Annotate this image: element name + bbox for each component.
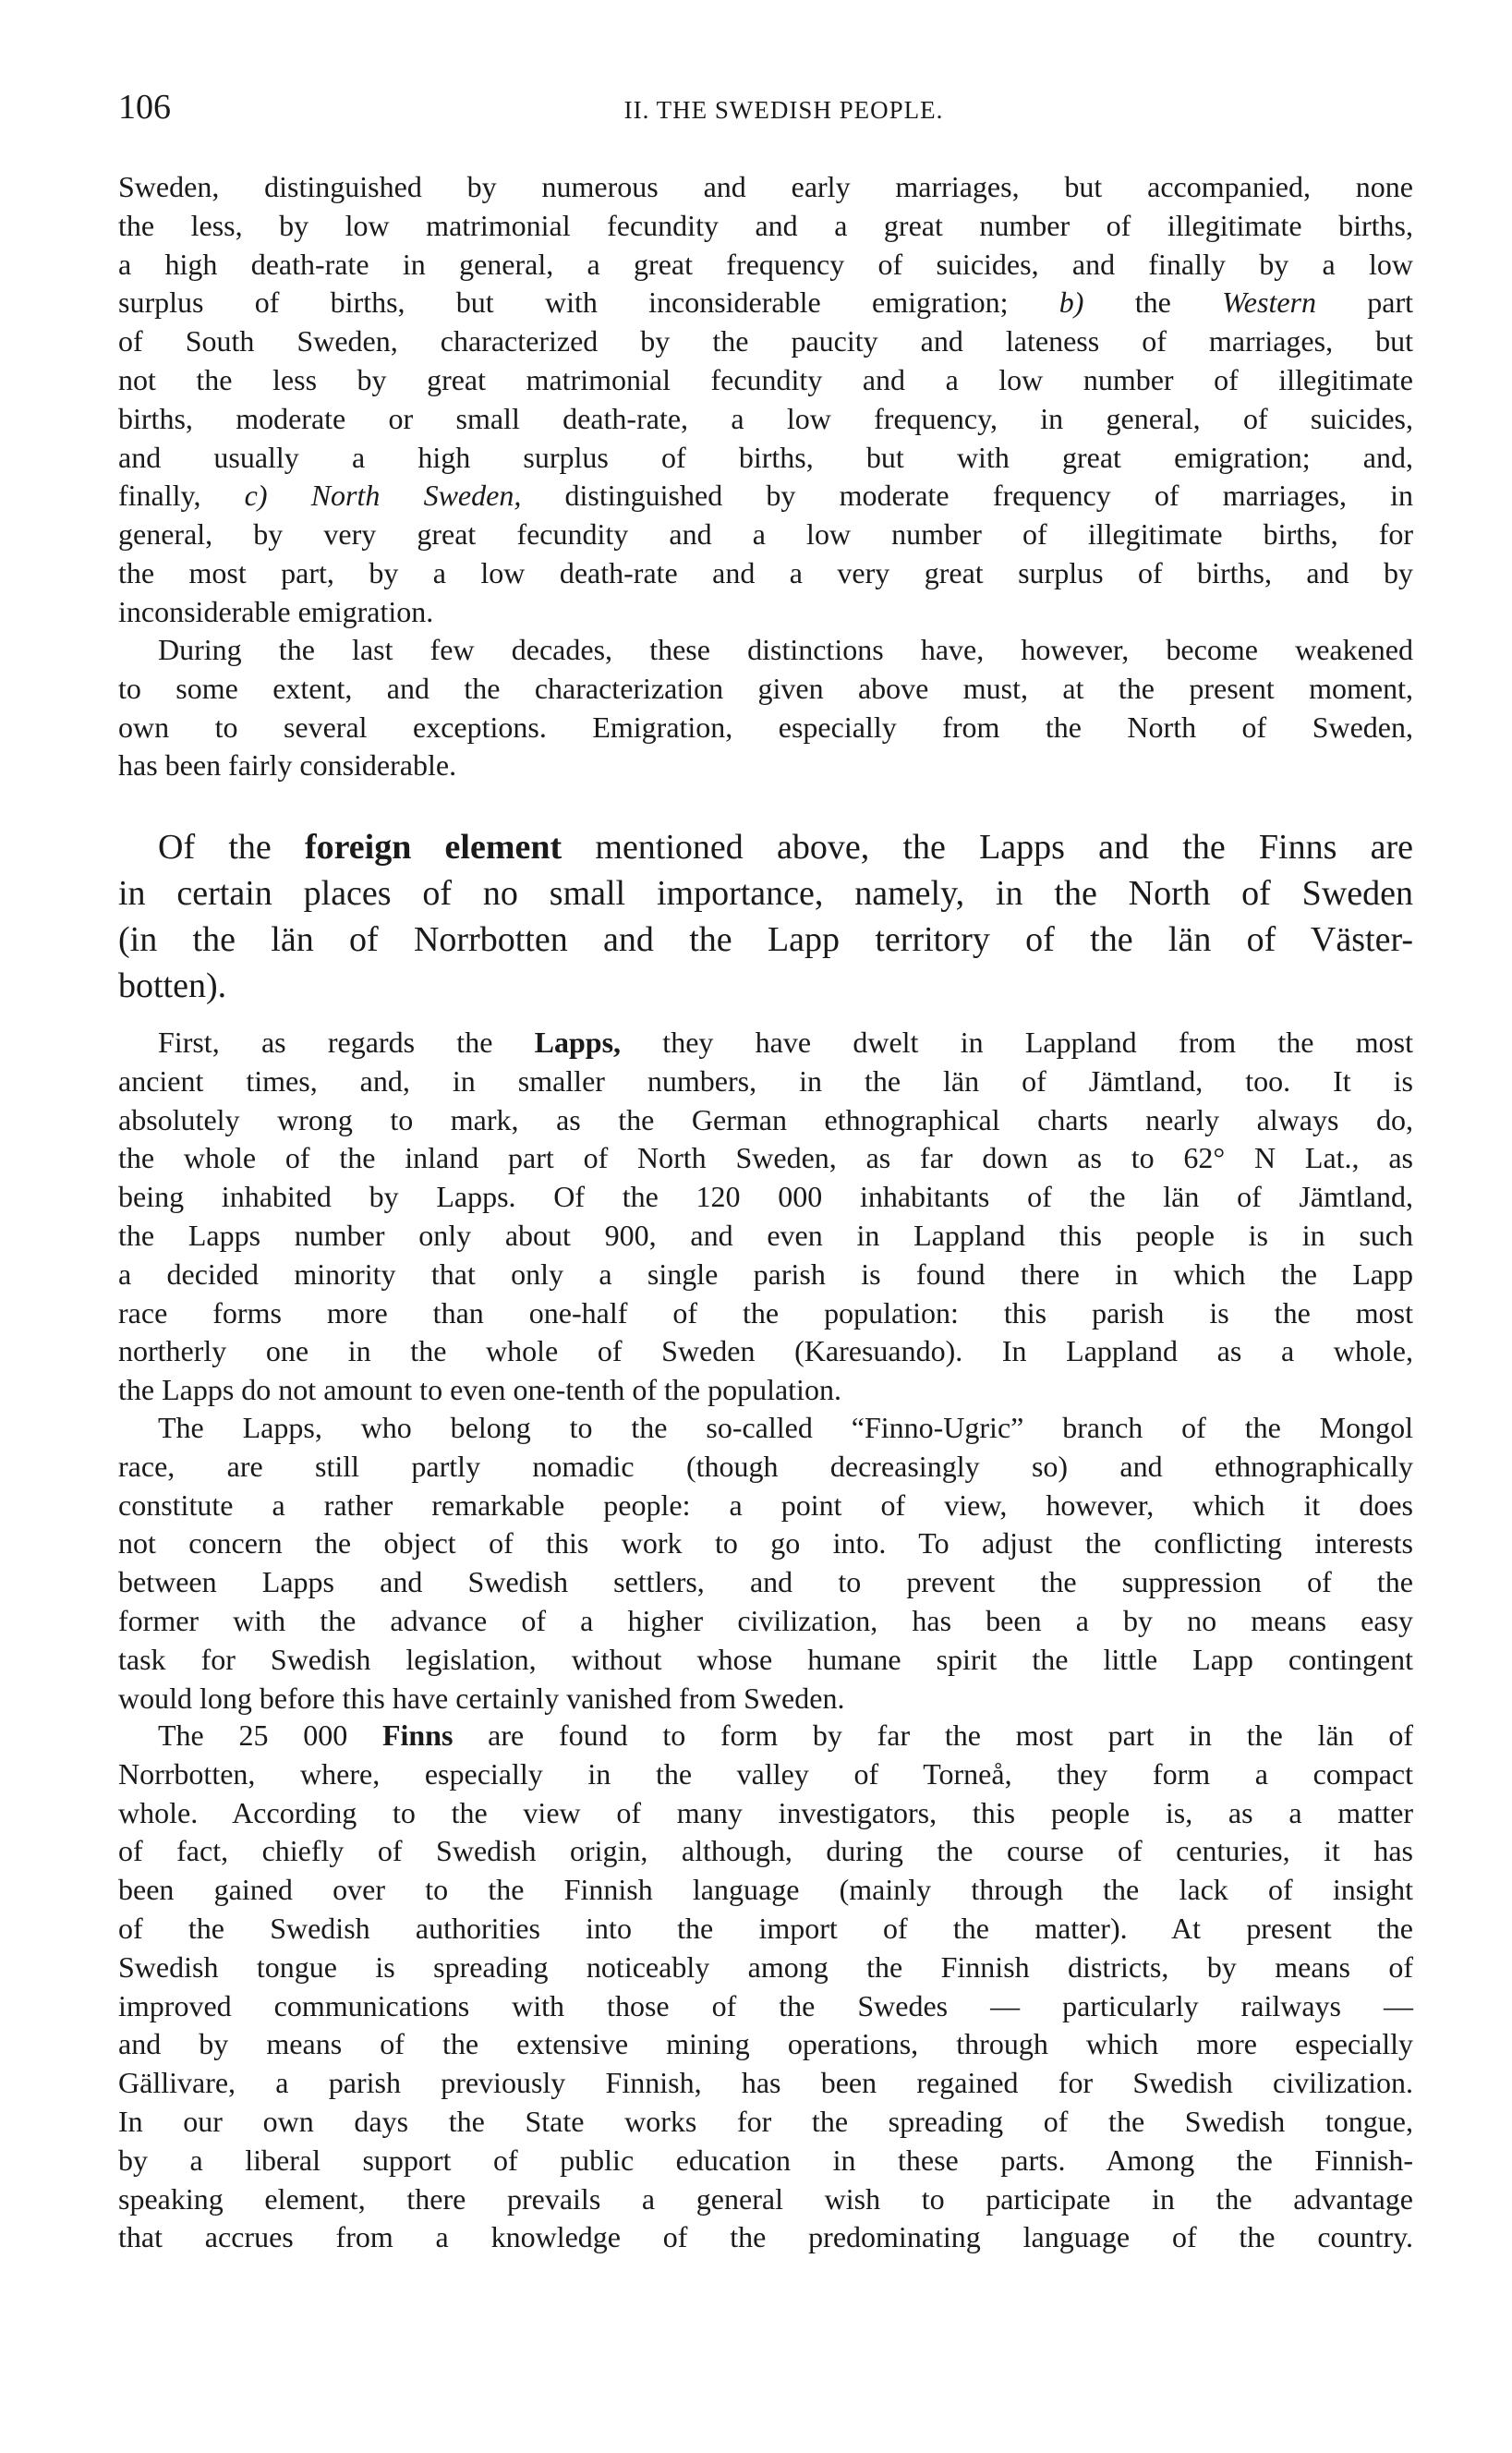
paragraph <box>118 631 1413 785</box>
paragraph <box>118 168 1413 632</box>
text-line: that accrues from a knowledge of the predominating language of the country. <box>118 2220 1413 2254</box>
text-span: part <box>1316 285 1414 320</box>
text-line: constitute a rather remarkable people: a point of view, however, which it does <box>118 1488 1413 1522</box>
text-span: mentioned above, the Lapps and the Finns are <box>562 828 1413 867</box>
text-line: The Lapps, who belong to the so-called “Finno-Ugric” branch of the Mongol <box>158 1411 1413 1444</box>
paragraph <box>118 1717 1413 2257</box>
text-line: absolutely wrong to mark, as the German ethnographical charts nearly always do, <box>118 1102 1413 1136</box>
text-line: births, moderate or small death-rate, a low frequency, in general, of suicides, <box>118 401 1413 435</box>
text-line: the Lapps do not amount to even one-tenth of the population. <box>118 1373 841 1407</box>
text-line: former with the advance of a higher civilization, has been a by no means easy <box>118 1603 1413 1637</box>
text-line: botten). <box>118 966 227 1005</box>
italic-text: Western <box>1222 285 1316 320</box>
text-span: they have dwelt in Lappland from the most <box>621 1026 1413 1059</box>
bold-text: Lapps, <box>534 1026 622 1059</box>
text-line: being inhabited by Lapps. Of the 120 000 inhabitants of the län of Jämtland, <box>118 1180 1413 1214</box>
text-span: surplus of births, but with inconsiderable emigration; <box>118 285 1059 320</box>
text-line: the less, by low matrimonial fecundity and a great number of illegitimate births, <box>118 208 1413 242</box>
text-line: task for Swedish legislation, without whose humane spirit the little Lapp contingent <box>118 1642 1413 1676</box>
text-line: speaking element, there prevails a general wish to participate in the advantage <box>118 2181 1413 2216</box>
text-line <box>118 1717 1413 1755</box>
page-number: 106 <box>118 88 171 127</box>
bold-text: foreign element <box>304 828 562 867</box>
section-intro-paragraph <box>118 824 1413 1009</box>
text-line <box>118 1024 1413 1063</box>
text-span: The 25 000 <box>158 1718 382 1752</box>
text-line <box>118 284 1413 322</box>
text-line: Gällivare, a parish previously Finnish, has been regained for Swedish civilization. <box>118 2066 1413 2100</box>
italic-text: c) North Sweden, <box>244 479 522 513</box>
text-line: a high death-rate in general, a great frequency of suicides, and finally by a low <box>118 247 1413 281</box>
text-line: in certain places of no small importance, namely, in the North of Sweden <box>118 874 1413 913</box>
text-line: been gained over to the Finnish language (mainly through the lack of insight <box>118 1873 1413 1907</box>
text-line: of the Swedish authorities into the import of the matter). At present the <box>118 1911 1413 1945</box>
text-line: the Lapps number only about 900, and even in Lappland this people is in such <box>118 1218 1413 1252</box>
text-line: has been fairly considerable. <box>118 748 457 783</box>
text-line: inconsiderable emigration. <box>118 594 434 628</box>
text-line: race forms more than one-half of the population: this parish is the most <box>118 1295 1413 1330</box>
text-line: Swedish tongue is spreading noticeably among the Finnish districts, by means of <box>118 1949 1413 1984</box>
bold-text: Finns <box>381 1718 454 1752</box>
text-line: During the last few decades, these distinctions have, however, become weakened <box>158 633 1413 666</box>
text-line: ancient times, and, in smaller numbers, in the län of Jämtland, too. It is <box>118 1063 1413 1098</box>
text-line: and by means of the extensive mining operations, through which more especially <box>118 2027 1413 2061</box>
text-line: northerly one in the whole of Sweden (Karesuando). In Lappland as a whole, <box>118 1334 1413 1368</box>
text-line: not concern the object of this work to go into. To adjust the conflicting interests <box>118 1526 1413 1560</box>
text-span: Of the <box>158 828 305 867</box>
text-line: Norrbotten, where, especially in the valley of Torneå, they form a compact <box>118 1756 1413 1791</box>
text-line: the most part, by a low death-rate and a very great surplus of births, and by <box>118 555 1413 589</box>
text-span: finally, <box>118 479 245 513</box>
paragraph <box>118 1024 1413 1410</box>
text-line <box>118 477 1413 516</box>
text-line: between Lapps and Swedish settlers, and to prevent the suppression of the <box>118 1565 1413 1599</box>
text-line: would long before this have certainly vanished from Sweden. <box>118 1681 845 1715</box>
text-line: not the less by great matrimonial fecundity and a low number of illegitimate <box>118 362 1413 396</box>
text-line <box>118 824 1413 870</box>
paragraph <box>118 1409 1413 1718</box>
text-span: are found to form by far the most part in the län of <box>453 1718 1414 1752</box>
text-line: to some extent, and the characterization given above must, at the present moment, <box>118 671 1413 705</box>
text-line: a decided minority that only a single parish is found there in which the Lapp <box>118 1257 1413 1291</box>
text-line: In our own days the State works for the spreading of the Swedish tongue, <box>118 2104 1413 2138</box>
text-line: of fact, chiefly of Swedish origin, although, during the course of centuries, it has <box>118 1834 1413 1868</box>
italic-text: b) <box>1058 285 1084 320</box>
text-span: the <box>1083 285 1223 320</box>
text-line: general, by very great fecundity and a low number of illegitimate births, for <box>118 517 1413 552</box>
text-line: the whole of the inland part of North Sweden, as far down as to 62° N Lat., as <box>118 1141 1413 1175</box>
text-line: of South Sweden, characterized by the paucity and lateness of marriages, but <box>118 324 1413 358</box>
text-line: (in the län of Norrbotten and the Lapp territory of the län of Väster- <box>118 920 1413 959</box>
text-line: whole. According to the view of many investigators, this people is, as a matter <box>118 1795 1413 1829</box>
text-span: distinguished by moderate frequency of marriages, in <box>521 479 1414 513</box>
text-line: improved communications with those of the Swedes — particularly railways — <box>118 1988 1413 2022</box>
text-line: and usually a high surplus of births, but with great emigration; and, <box>118 440 1413 474</box>
text-line: by a liberal support of public education in these parts. Among the Finnish- <box>118 2143 1413 2177</box>
text-line: race, are still partly nomadic (though decreasingly so) and ethnographically <box>118 1449 1413 1483</box>
text-span: First, as regards the <box>158 1026 535 1059</box>
text-line: own to several exceptions. Emigration, especially from the North of Sweden, <box>118 710 1413 744</box>
text-line: Sweden, distinguished by numerous and early marriages, but accompanied, none <box>118 170 1413 203</box>
running-title: II. THE SWEDISH PEOPLE. <box>623 96 944 124</box>
